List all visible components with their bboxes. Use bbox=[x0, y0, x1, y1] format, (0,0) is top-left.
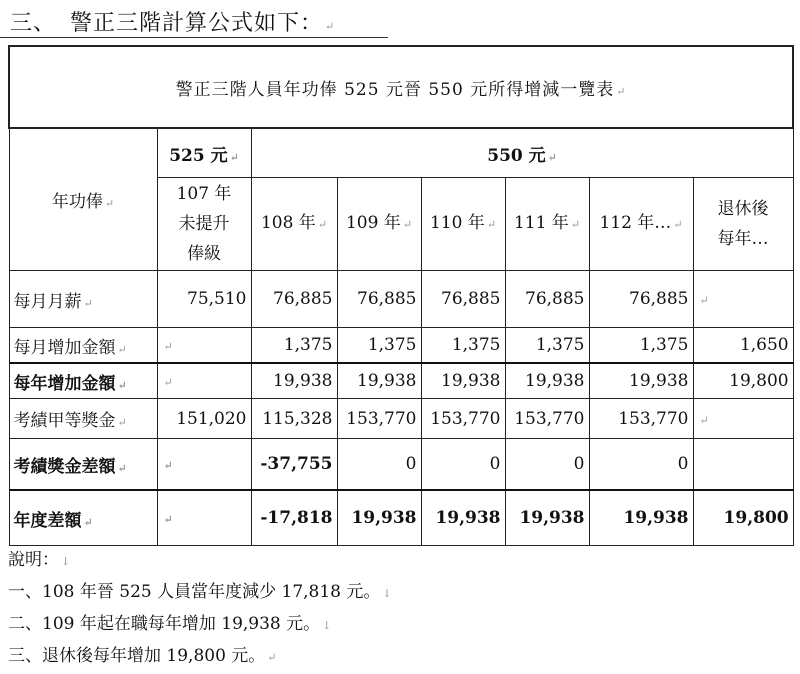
paragraph-mark-icon: ↵ bbox=[673, 218, 683, 231]
paragraph-mark-icon: ↵ bbox=[486, 218, 497, 231]
paragraph-mark-icon: ↵ bbox=[117, 416, 127, 429]
cell-value: 153,770 bbox=[337, 399, 421, 439]
paragraph-mark-icon: ↵ bbox=[163, 459, 173, 472]
table-row bbox=[9, 328, 793, 364]
table-title-text: 警正三階人員年功俸 525 元晉 550 元所得增減一覽表 bbox=[175, 79, 615, 100]
paragraph-mark-icon: ↵ bbox=[325, 20, 336, 33]
note-item bbox=[8, 577, 392, 609]
paragraph-mark-icon: ↵ bbox=[83, 296, 93, 310]
cell-value: -37,755 bbox=[251, 439, 337, 491]
note-item-text: 三、退休後每年增加 19,800 元。 bbox=[8, 646, 266, 666]
paragraph-mark-icon: ↵ bbox=[117, 461, 127, 475]
cell-525: 151,020 bbox=[157, 399, 251, 439]
cell-value: 76,885 bbox=[505, 271, 589, 328]
year-header-label: 111 年 bbox=[513, 213, 569, 233]
cell-value: 153,770 bbox=[421, 399, 505, 439]
cell-525-empty bbox=[157, 363, 251, 399]
paragraph-mark-icon: ↓ bbox=[382, 587, 392, 600]
row-header-label-cell bbox=[9, 128, 157, 271]
section-number: 三、 bbox=[10, 11, 57, 36]
paragraph-mark-icon: ↵ bbox=[229, 150, 239, 164]
paragraph-mark-icon: ↵ bbox=[699, 294, 709, 307]
cell-value: 76,885 bbox=[421, 271, 505, 328]
table-row bbox=[9, 399, 793, 439]
cell-value: 153,770 bbox=[505, 399, 589, 439]
cell-value: 19,938 bbox=[337, 490, 421, 546]
year-header bbox=[589, 178, 693, 271]
row-label-text: 每月月薪 bbox=[13, 291, 82, 312]
table-row bbox=[9, 439, 793, 491]
cell-value: 1,375 bbox=[505, 328, 589, 364]
table-row bbox=[9, 363, 793, 399]
cell-value: 76,885 bbox=[251, 271, 337, 328]
heading-underline bbox=[0, 37, 388, 38]
cell-value: 19,938 bbox=[589, 363, 693, 399]
year-header bbox=[421, 178, 505, 271]
paragraph-mark-icon: ↵ bbox=[616, 84, 627, 98]
cell-value: 0 bbox=[421, 439, 505, 491]
paragraph-mark-icon: ↵ bbox=[699, 413, 709, 427]
cell-value: 0 bbox=[337, 439, 421, 491]
paragraph-mark-icon: ↵ bbox=[163, 513, 173, 526]
column-group-550 bbox=[251, 128, 793, 178]
cell-value: 76,885 bbox=[589, 271, 693, 328]
row-label bbox=[9, 490, 157, 546]
cell-525-empty bbox=[157, 439, 251, 491]
notes-title-text: 說明： bbox=[8, 550, 59, 570]
cell-retire: 1,650 bbox=[693, 328, 793, 364]
notes-title bbox=[8, 545, 392, 577]
row-label bbox=[9, 271, 157, 328]
table-title bbox=[9, 46, 793, 128]
cell-value: 19,938 bbox=[421, 363, 505, 399]
cell-value: 19,938 bbox=[251, 363, 337, 399]
year-107-header bbox=[157, 178, 251, 271]
paragraph-mark-icon: ↵ bbox=[163, 340, 173, 353]
cell-value: 0 bbox=[589, 439, 693, 491]
cell-value: -17,818 bbox=[251, 490, 337, 546]
row-label bbox=[9, 439, 157, 491]
cell-value: 19,938 bbox=[505, 490, 589, 546]
cell-525-empty bbox=[157, 490, 251, 546]
paragraph-mark-icon: ↵ bbox=[402, 218, 413, 231]
paragraph-mark-icon: ↵ bbox=[267, 651, 277, 664]
cell-525-empty bbox=[157, 328, 251, 364]
cell-value: 19,938 bbox=[505, 363, 589, 399]
paragraph-mark-icon: ↵ bbox=[83, 515, 93, 529]
paragraph-mark-icon: ↵ bbox=[104, 197, 115, 210]
column-group-550-label: 550 元 bbox=[487, 145, 546, 166]
cell-value: 1,375 bbox=[337, 328, 421, 364]
cell-value: 76,885 bbox=[337, 271, 421, 328]
cell-525: 75,510 bbox=[157, 271, 251, 328]
cell-value: 19,938 bbox=[421, 490, 505, 546]
cell-retire: 19,800 bbox=[693, 363, 793, 399]
note-item bbox=[8, 641, 392, 673]
paragraph-mark-icon: ↵ bbox=[117, 342, 127, 356]
cell-retire: 19,800 bbox=[693, 490, 793, 546]
row-label bbox=[9, 328, 157, 364]
section-heading-text: 警正三階計算公式如下： bbox=[70, 11, 324, 36]
row-label-text: 考績獎金差額 bbox=[13, 456, 116, 477]
paragraph-mark-icon: ↵ bbox=[547, 150, 557, 164]
row-label-text: 每月增加金額 bbox=[13, 337, 116, 358]
paragraph-mark-icon: ↵ bbox=[117, 378, 127, 392]
paragraph-mark-icon: ↵ bbox=[163, 376, 173, 389]
section-heading bbox=[10, 6, 335, 37]
retire-header-line: 每年… bbox=[717, 229, 769, 249]
year-header-label: 112 年… bbox=[599, 213, 672, 233]
notes-section bbox=[8, 545, 392, 673]
year-107-line: 107 年 bbox=[176, 184, 232, 204]
cell-value: 0 bbox=[505, 439, 589, 491]
retire-header bbox=[693, 178, 793, 271]
cell-value: 1,375 bbox=[589, 328, 693, 364]
row-header-label: 年功俸 bbox=[51, 192, 103, 212]
paragraph-mark-icon: ↵ bbox=[570, 218, 581, 231]
row-label-text: 每年增加金額 bbox=[13, 373, 116, 394]
cell-value: 153,770 bbox=[589, 399, 693, 439]
year-header-label: 108 年 bbox=[260, 213, 316, 233]
cell-value: 19,938 bbox=[589, 490, 693, 546]
retire-header-line: 退休後 bbox=[717, 199, 769, 219]
row-label-text: 年度差額 bbox=[13, 510, 82, 531]
note-item bbox=[8, 609, 392, 641]
note-item-text: 一、108 年晉 525 人員當年度減少 17,818 元。 bbox=[8, 582, 381, 602]
row-label-text: 考績甲等獎金 bbox=[13, 411, 116, 431]
year-header bbox=[505, 178, 589, 271]
paragraph-mark-icon: ↓ bbox=[61, 555, 71, 568]
year-107-line: 俸級 bbox=[187, 244, 221, 264]
row-label bbox=[9, 399, 157, 439]
row-label bbox=[9, 363, 157, 399]
note-item-text: 二、109 年起在職每年增加 19,938 元。 bbox=[8, 614, 321, 634]
cell-retire-empty bbox=[693, 271, 793, 328]
cell-retire-empty bbox=[693, 439, 793, 491]
year-header-label: 110 年 bbox=[429, 213, 485, 233]
cell-value: 115,328 bbox=[251, 399, 337, 439]
year-107-line: 未提升 bbox=[178, 214, 230, 234]
cell-retire-empty bbox=[693, 399, 793, 439]
table-row bbox=[9, 271, 793, 328]
table-row bbox=[9, 490, 793, 546]
cell-value: 1,375 bbox=[251, 328, 337, 364]
salary-comparison-table bbox=[8, 45, 794, 546]
year-header bbox=[251, 178, 337, 271]
year-header-label: 109 年 bbox=[345, 213, 401, 233]
column-group-525-label: 525 元 bbox=[169, 145, 228, 166]
year-header bbox=[337, 178, 421, 271]
paragraph-mark-icon: ↵ bbox=[317, 218, 328, 231]
paragraph-mark-icon: ↓ bbox=[322, 619, 332, 632]
cell-value: 1,375 bbox=[421, 328, 505, 364]
column-group-525 bbox=[157, 128, 251, 178]
cell-value: 19,938 bbox=[337, 363, 421, 399]
